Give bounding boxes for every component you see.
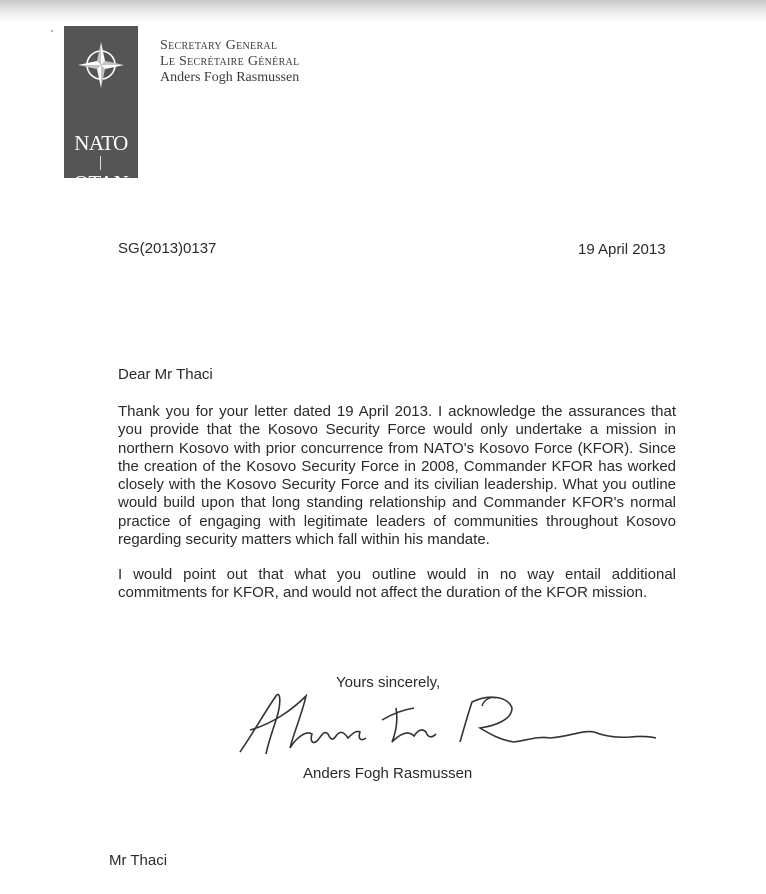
- letter-date: 19 April 2013: [578, 241, 666, 258]
- office-title-en: Secretary General: [160, 38, 278, 53]
- handwritten-signature: [232, 680, 662, 770]
- nato-logo: [64, 26, 138, 195]
- office-holder-name: Anders Fogh Rasmussen: [160, 70, 300, 85]
- logo-divider: [100, 156, 101, 170]
- office-title-fr: Le Secrétaire Général: [160, 54, 300, 69]
- scan-top-shadow: [0, 0, 766, 22]
- salutation: Dear Mr Thaci: [118, 366, 213, 383]
- logo-nato-text: NATO: [74, 131, 128, 155]
- nato-compass-star-icon: [76, 40, 126, 90]
- addressee: Mr Thaci: [109, 852, 168, 869]
- signer-name: Anders Fogh Rasmussen: [303, 765, 473, 782]
- letterhead-office: [160, 38, 300, 86]
- body-paragraph: I would point out that what you outline would in no way entail additional commitments for KFOR, and would not affect the duration of the KFOR mission.: [118, 566, 676, 602]
- closing: Yours sincerely,: [336, 674, 441, 691]
- reference-number: SG(2013)0137: [118, 240, 217, 257]
- body-paragraph: Thank you for your letter dated 19 April 2013. I acknowledge the assurances that you provide that the Kosovo Security Force would only undertake a mission in northern Kosovo with prior concurrence from NATO's Kosovo Force (KFOR). Since the creation of the Kosovo Security Force in 2008, Commander KFOR has worked closely with the Kosovo Security Force and its civilian leadership. What you outline would build upon that long standing relationship and Commander KFOR's normal practice of engaging with legitimate leaders of communities throughout Kosovo regarding security matters which fall within his mandate.: [118, 403, 676, 549]
- logo-otan-text: OTAN: [73, 171, 129, 195]
- scan-speck: [51, 30, 53, 32]
